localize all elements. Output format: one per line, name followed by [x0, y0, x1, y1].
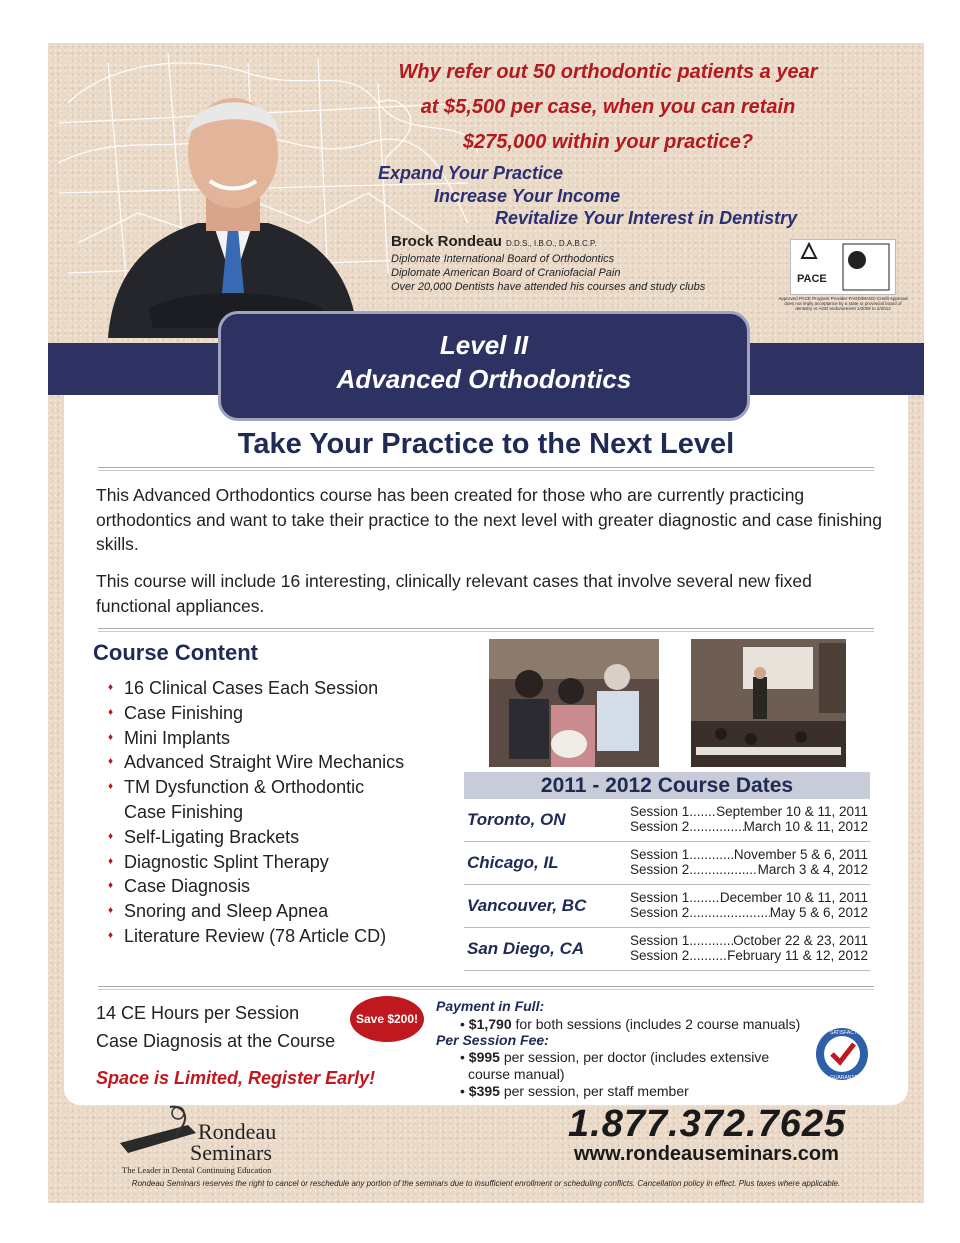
website-link[interactable]: www.rondeauseminars.com	[574, 1143, 839, 1165]
divider-bottom	[98, 986, 874, 990]
leader-dots	[689, 847, 734, 862]
leader-dots	[689, 890, 720, 905]
session-label: Session 1	[630, 933, 690, 948]
ce-hours: 14 CE Hours per Session	[96, 1003, 300, 1023]
dates-row-san-diego	[464, 928, 870, 971]
intro-paragraph-1: This Advanced Orthodontics course has been created for those who are currently practicing orthodontics and want to take their practice to the next level with greater diagnostic and case finishing skills.	[96, 485, 883, 554]
staff-price: $395	[468, 1083, 500, 1099]
space-limited: Space is Limited, Register Early!	[96, 1068, 376, 1088]
leader-dots	[689, 819, 743, 834]
session-1	[630, 847, 868, 862]
course-item: ♦ Case Diagnosis	[108, 874, 404, 899]
credential-2: Diplomate American Board of Craniofacial Pain	[391, 267, 621, 279]
rondeau-tooth-logo-icon	[118, 1103, 198, 1163]
case-diagnosis-note: Case Diagnosis at the Course	[96, 1031, 336, 1051]
session-2	[630, 819, 868, 834]
staff-price-text: per session, per staff member	[499, 1083, 689, 1099]
dates-row-vancouver	[464, 885, 870, 928]
session-2	[630, 862, 868, 877]
doctor-price: $995	[468, 1049, 500, 1065]
banner-course: Advanced Orthodontics	[336, 364, 632, 394]
tagline-income: Increase Your Income	[434, 186, 621, 206]
dates-row-chicago	[464, 842, 870, 885]
seal-top-text: SATISFACTION	[830, 1030, 866, 1036]
course-item: ♦ Diagnostic Splint Therapy	[108, 850, 404, 875]
full-price: $1,790	[468, 1016, 512, 1032]
save-badge: Save $200!	[350, 996, 424, 1042]
session-date: May 5 & 6, 2012	[769, 905, 868, 920]
course-item: ♦ Advanced Straight Wire Mechanics	[108, 750, 404, 775]
tagline-revitalize: Revitalize Your Interest in Dentistry	[495, 208, 798, 228]
presenter-degrees: D.D.S., I.B.O., D.A.B.C.P.	[506, 239, 597, 248]
course-item: ♦ Snoring and Sleep Apnea	[108, 899, 404, 924]
pace-logo-box	[790, 239, 896, 295]
hook-line-2: at $5,500 per case, when you can retain	[420, 96, 796, 118]
session-1	[630, 933, 868, 948]
session-date: December 10 & 11, 2011	[719, 890, 868, 905]
payment-session-heading: Per Session Fee:	[436, 1032, 549, 1048]
disclaimer: Rondeau Seminars reserves the right to cancel or reschedule any portion of the seminars due to insufficient enrollment or scheduling conflicts. Cancellation policy in effect. Plus taxes where applicable.	[131, 1179, 841, 1188]
dates-row-toronto	[464, 799, 870, 842]
session-label: Session 2	[630, 819, 690, 834]
pace-approval-note: Approved PACE Program Provider FAGD/MAGD Credit Approval does not imply acceptance by a state or provincial board of dentistry or AGD endorsement 1/2009 to 2/2012	[778, 296, 908, 311]
pace-logo-label: PACE	[797, 273, 827, 285]
leader-dots	[689, 804, 716, 819]
brand-line-1: Rondeau	[198, 1119, 277, 1144]
hook-line-1: Why refer out 50 orthodontic patients a year	[398, 61, 818, 83]
session-label: Session 1	[630, 847, 690, 862]
session-2	[630, 948, 868, 963]
session-1	[630, 804, 868, 819]
divider-top	[98, 467, 874, 471]
intro-paragraph-2: This course will include 16 interesting, clinically relevant cases that involve several new fixed functional appliances.	[96, 571, 812, 616]
session-date: March 10 & 11, 2012	[743, 819, 868, 834]
pace-logo	[791, 240, 895, 294]
banner-level: Level II	[439, 330, 529, 360]
payment-full-item: • $1,790 for both sessions (includes 2 course manuals)	[460, 1016, 801, 1032]
course-item: ♦ Literature Review (78 Article CD)	[108, 924, 404, 949]
course-content-list	[108, 676, 404, 949]
city-name: Toronto, ON	[467, 810, 566, 829]
session-label: Session 2	[630, 905, 690, 920]
payment-staff-item: • $395 per session, per staff member	[460, 1083, 689, 1099]
hook-line-3: $275,000 within your practice?	[462, 131, 754, 153]
credential-3: Over 20,000 Dentists have attended his courses and study clubs	[391, 281, 706, 293]
session-1	[630, 890, 868, 905]
brand-line-2: Seminars	[190, 1140, 272, 1165]
city-name: Vancouver, BC	[467, 896, 587, 915]
course-item	[108, 775, 394, 825]
course-item-text: TM Dysfunction & Orthodontic Case Finishing	[124, 777, 365, 822]
course-dates-title: 2011 - 2012 Course Dates	[464, 772, 870, 799]
course-item: ♦ Mini Implants	[108, 726, 404, 751]
course-item: ♦ Case Finishing	[108, 701, 404, 726]
course-item: ♦ Self-Ligating Brackets	[108, 825, 404, 850]
doctor-price-text: per session, per doctor (includes extensive	[499, 1049, 770, 1065]
session-date: October 22 & 23, 2011	[733, 933, 868, 948]
city-name: Chicago, IL	[467, 853, 559, 872]
presenter-name-text: Brock Rondeau	[391, 233, 502, 250]
course-item: ♦ 16 Clinical Cases Each Session	[108, 676, 404, 701]
divider-middle	[98, 628, 874, 632]
session-label: Session 1	[630, 890, 690, 905]
session-label: Session 1	[630, 804, 690, 819]
headline: Take Your Practice to the Next Level	[237, 428, 735, 460]
flyer	[48, 43, 924, 1203]
session-date: November 5 & 6, 2011	[733, 847, 868, 862]
payment-full-heading: Payment in Full:	[436, 998, 545, 1014]
session-label: Session 2	[630, 862, 690, 877]
tagline-expand: Expand Your Practice	[378, 163, 564, 183]
session-label: Session 2	[630, 948, 690, 963]
course-dates-table	[464, 772, 870, 971]
leader-dots	[689, 948, 727, 963]
leader-dots	[689, 905, 769, 920]
satisfaction-guaranteed-seal-icon	[814, 1026, 870, 1082]
session-date: March 3 & 4, 2012	[757, 862, 868, 877]
city-name: San Diego, CA	[467, 939, 585, 958]
seal-bottom-text: GUARANTEED	[830, 1075, 865, 1081]
presenter-photo	[88, 53, 378, 338]
seminar-photo-lecture	[691, 639, 846, 767]
payment-doctor-item: • $995 per session, per doctor (includes extensive	[460, 1049, 770, 1065]
course-content-title: Course Content	[93, 640, 258, 665]
full-price-text: for both sessions (includes 2 course manuals)	[511, 1016, 801, 1032]
session-date: September 10 & 11, 2011	[716, 804, 868, 819]
payment-doctor-item-cont: course manual)	[468, 1066, 565, 1082]
leader-dots	[689, 862, 757, 877]
seminar-photo-group	[489, 639, 659, 767]
presenter-name	[391, 233, 597, 250]
session-date: February 11 & 12, 2012	[727, 948, 868, 963]
phone-number[interactable]: 1.877.372.7625	[568, 1103, 847, 1145]
credential-1: Diplomate International Board of Orthodontics	[391, 253, 615, 265]
leader-dots	[689, 933, 733, 948]
session-2	[630, 905, 868, 920]
brand-tagline: The Leader in Dental Continuing Education	[122, 1165, 272, 1175]
